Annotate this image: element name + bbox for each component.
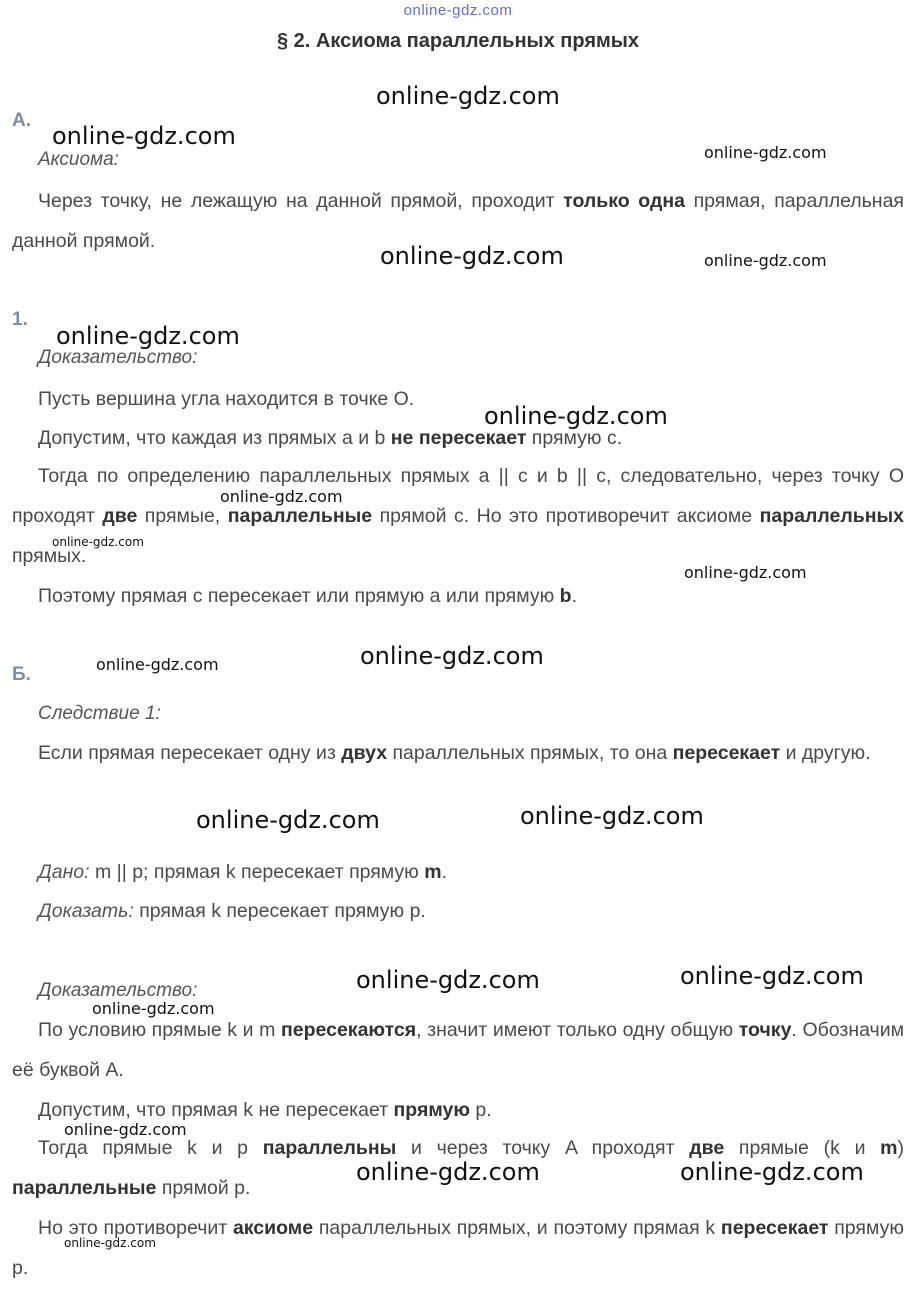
section-b-marker: Б. — [12, 664, 31, 685]
watermark: online-gdz.com — [56, 322, 240, 350]
proof-b-paragraph-4: Но это противоречит аксиоме параллельных прямых, и поэтому прямая k пересекает прямую p. — [12, 1217, 904, 1279]
watermark: online-gdz.com — [356, 1158, 540, 1186]
watermark: online-gdz.com — [360, 642, 544, 670]
watermark: online-gdz.com — [380, 242, 564, 270]
watermark-top: online-gdz.com — [403, 2, 513, 19]
given-line: Дано: m || p; прямая k пересекает прямую m. — [38, 861, 447, 883]
page-title: § 2. Аксиома параллельных прямых — [276, 30, 640, 52]
section-a-marker: А. — [12, 110, 31, 131]
proof-b-line-2: Допустим, что прямая k не пересекает прямую p. — [38, 1099, 492, 1121]
watermark: online-gdz.com — [64, 1120, 187, 1139]
watermark: online-gdz.com — [220, 487, 343, 506]
proof-1-line-4: Поэтому прямая c пересекает или прямую a или прямую b. — [38, 585, 578, 607]
proof-label-1: Доказательство: — [38, 347, 198, 368]
watermark: online-gdz.com — [376, 82, 560, 110]
proof-1-line-2: Допустим, что каждая из прямых a и b не пересекает прямую c. — [38, 427, 623, 449]
watermark: online-gdz.com — [52, 122, 236, 150]
watermark: online-gdz.com — [680, 1158, 864, 1186]
proof-b-paragraph-1: По условию прямые k и m пересекаются, значит имеют только одну общую точку. Обозначим её буквой A. — [12, 1019, 904, 1081]
watermark: online-gdz.com — [520, 802, 704, 830]
watermark: online-gdz.com — [64, 1236, 156, 1250]
watermark: online-gdz.com — [484, 402, 668, 430]
watermark: online-gdz.com — [704, 251, 827, 270]
prove-line: Доказать: прямая k пересекает прямую p. — [38, 900, 426, 922]
proof-1-line-1: Пусть вершина угла находится в точке O. — [38, 388, 415, 410]
watermark: online-gdz.com — [680, 962, 864, 990]
watermark: online-gdz.com — [52, 535, 144, 549]
watermark: online-gdz.com — [356, 966, 540, 994]
watermark: online-gdz.com — [196, 806, 380, 834]
axiom-text: Через точку, не лежащую на данной прямой, проходит только одна прямая, параллельная данной прямой. — [12, 190, 904, 252]
section-1-marker: 1. — [12, 309, 28, 330]
proof-b-paragraph-3: Тогда прямые k и p параллельны и через точку A проходят две прямые (k и m) параллельные прямой p. — [12, 1137, 905, 1199]
proof-1-paragraph-3: Тогда по определению параллельных прямых a || c и b || c, следовательно, через точку O проходят две прямые, параллельные прямой c. Но это противоречит аксиоме параллельных прямых. — [12, 465, 904, 567]
watermark: online-gdz.com — [92, 999, 215, 1018]
watermark: online-gdz.com — [684, 563, 807, 582]
corollary-text: Если прямая пересекает одну из двух параллельных прямых, то она пересекает и другую. — [38, 742, 871, 764]
watermark: online-gdz.com — [96, 655, 219, 674]
proof-label-b: Доказательство: — [38, 980, 198, 1001]
watermark: online-gdz.com — [704, 143, 827, 162]
corollary-label: Следствие 1: — [38, 703, 161, 724]
axiom-label: Аксиома: — [38, 149, 119, 170]
